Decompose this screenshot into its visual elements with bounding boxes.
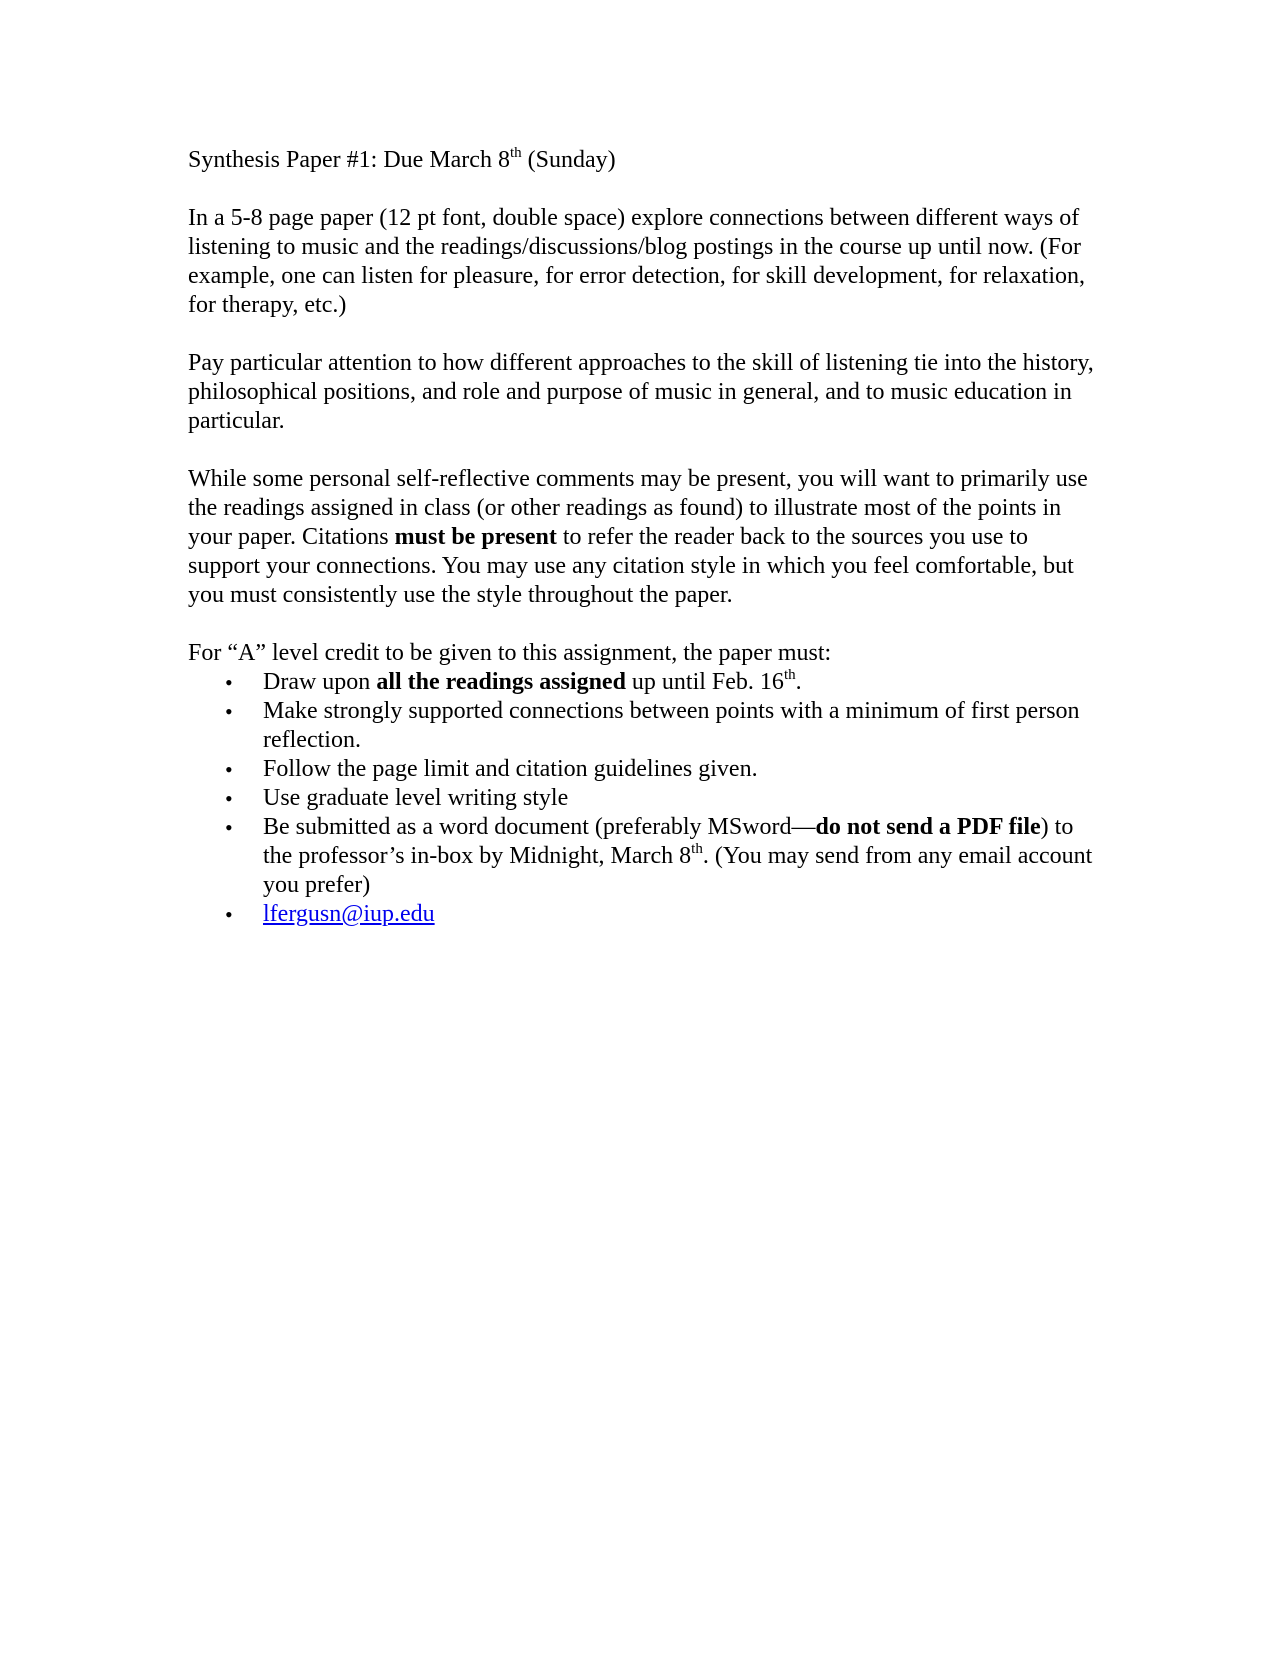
requirements-list xyxy=(188,668,1098,929)
list-item xyxy=(225,697,1098,755)
list-item xyxy=(225,667,1098,697)
item-text: Make strongly supported connections between points with a minimum of first person reflection. xyxy=(263,698,1080,753)
requirements-intro: For “A” level credit to be given to this assignment, the paper must: xyxy=(188,640,832,666)
title-superscript: th xyxy=(509,145,522,161)
item-superscript: th xyxy=(691,841,703,857)
citations-text-after: to refer the reader back to the sources you use to support your connections. You may use any citation style in which you feel comfortable, but you must consistently use the style throughout the paper. xyxy=(188,524,1074,608)
title-prefix: Synthesis Paper #1: Due March 8 xyxy=(188,147,510,173)
list-item xyxy=(225,755,1098,784)
document-page xyxy=(188,146,1098,929)
citations-text-before: While some personal self-reflective comments may be present, you will want to primarily use the readings assigned in class (or other readings as found) to illustrate most of the points in your paper. Citations xyxy=(188,466,1088,550)
item-superscript: th xyxy=(783,667,796,683)
paragraph-focus: Pay particular attention to how different approaches to the skill of listening tie into the history, philosophical positions, and role and purpose of music in general, and to music education in particular. xyxy=(188,350,1094,434)
item-text-after: ) to the professor’s in-box by Midnight, March 8 xyxy=(263,814,1074,869)
item-text: Use graduate level writing style xyxy=(263,785,569,811)
email-link[interactable]: lfergusn@iup.edu xyxy=(263,901,435,927)
title-suffix: (Sunday) xyxy=(521,147,616,173)
bullet-icon: • xyxy=(225,815,233,840)
item-text-before: Be submitted as a word document (preferably MSword— xyxy=(263,814,816,840)
citations-bold-text: must be present xyxy=(394,524,557,550)
item-text-after: up until Feb. 16 xyxy=(625,669,784,695)
item-text-before: Draw upon xyxy=(263,669,377,695)
item-text: Follow the page limit and citation guidelines given. xyxy=(263,756,758,782)
list-item xyxy=(225,784,1098,813)
list-item xyxy=(225,900,1098,929)
item-text-end: . (You may send from any email account you prefer) xyxy=(263,843,1093,898)
item-text-end: . xyxy=(795,669,802,695)
document-title xyxy=(188,146,1098,175)
paragraph-assignment-overview: In a 5-8 page paper (12 pt font, double space) explore connections between different ways of listening to music and the readings/discussions/blog postings in the course up until now. (For example, one can listen for pleasure, for error detection, for skill development, for relaxation, for therapy, etc.) xyxy=(188,205,1085,318)
bullet-icon: • xyxy=(225,757,233,782)
bullet-icon: • xyxy=(225,699,233,724)
bullet-icon: • xyxy=(225,786,233,811)
item-bold-text: do not send a PDF file xyxy=(815,814,1041,840)
bullet-icon: • xyxy=(225,670,233,695)
item-bold-text: all the readings assigned xyxy=(376,669,626,695)
bullet-icon: • xyxy=(225,902,233,927)
paragraph-citations xyxy=(188,465,1098,610)
list-item xyxy=(225,813,1098,900)
